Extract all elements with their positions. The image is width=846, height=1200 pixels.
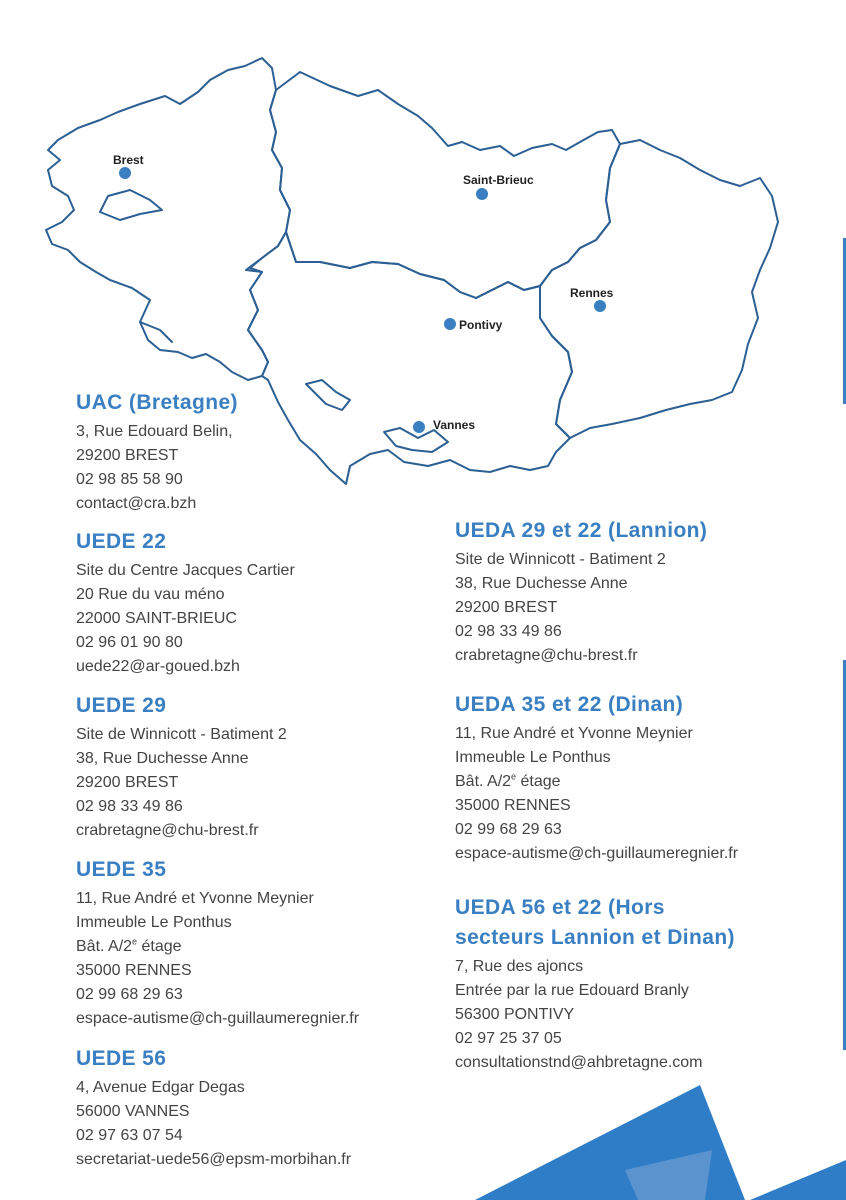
postal-city: 56000 VANNES — [76, 1103, 190, 1120]
email-link[interactable]: contact@cra.bzh — [76, 495, 197, 512]
address-line: Site de Winnicott - Batiment 2 — [455, 551, 666, 568]
building-floor-text: Bât. A/2 — [455, 773, 512, 790]
decor-triangle-light — [625, 1150, 712, 1200]
address-line: 3, Rue Edouard Belin, — [76, 423, 233, 440]
phone-number[interactable]: 02 99 68 29 63 — [455, 821, 562, 838]
contact-title: UEDA 29 et 22 (Lannion) — [455, 519, 708, 542]
building-floor — [76, 935, 359, 959]
contact-uede-29 — [76, 691, 287, 843]
address-line: Site du Centre Jacques Cartier — [76, 562, 295, 579]
address-line: Entrée par la rue Edouard Branly — [455, 982, 689, 999]
floor-ordinal-suffix: e — [132, 936, 138, 947]
email-link[interactable]: secretariat-uede56@epsm-morbihan.fr — [76, 1151, 352, 1168]
floor-word: étage — [137, 938, 182, 955]
region-morbihan — [246, 232, 572, 484]
contact-title: UEDE 22 — [76, 530, 167, 553]
postal-city: 29200 BREST — [76, 447, 179, 464]
region-finistere — [46, 58, 290, 380]
bay-brest — [100, 190, 162, 220]
contact-ueda-35-22-dinan — [455, 690, 738, 866]
contact-title: UEDA 35 et 22 (Dinan) — [455, 693, 684, 716]
contact-title: UEDE 29 — [76, 694, 167, 717]
contact-title — [455, 893, 735, 953]
city-dot-vannes — [413, 421, 425, 433]
city-label-brest: Brest — [113, 153, 144, 167]
building-floor — [455, 770, 738, 794]
address-line: 20 Rue du vau méno — [76, 586, 225, 603]
contact-title-line2: secteurs Lannion et Dinan) — [455, 926, 735, 949]
phone-number[interactable]: 02 99 68 29 63 — [76, 986, 183, 1003]
address-line: 4, Avenue Edgar Degas — [76, 1079, 245, 1096]
contact-title: UAC (Bretagne) — [76, 391, 238, 414]
contact-title: UEDE 56 — [76, 1047, 167, 1070]
contact-uede-35 — [76, 855, 359, 1031]
email-link[interactable]: crabretagne@chu-brest.fr — [455, 647, 638, 664]
postal-city: 35000 RENNES — [76, 962, 192, 979]
email-link[interactable]: espace-autisme@ch-guillaumeregnier.fr — [76, 1010, 360, 1027]
city-label-vannes: Vannes — [433, 418, 476, 432]
address-line: 11, Rue André et Yvonne Meynier — [455, 725, 693, 742]
address-line: 11, Rue André et Yvonne Meynier — [76, 890, 314, 907]
ria-etel — [306, 380, 350, 410]
contact-title-line1: UEDA 56 et 22 (Hors — [455, 896, 665, 919]
address-line: Site de Winnicott - Batiment 2 — [76, 726, 287, 743]
city-label-rennes: Rennes — [570, 286, 614, 300]
postal-city: 29200 BREST — [455, 599, 558, 616]
region-cotes-darmor — [270, 72, 620, 298]
postal-city: 56300 PONTIVY — [455, 1006, 575, 1023]
city-label-saint-brieuc: Saint-Brieuc — [463, 173, 534, 187]
city-dot-rennes — [594, 300, 606, 312]
email-link[interactable]: consultationstnd@ahbretagne.com — [455, 1054, 703, 1071]
contact-title: UEDE 35 — [76, 858, 167, 881]
floor-ordinal-suffix: e — [511, 771, 517, 782]
contact-ueda-56-22-hors-secteurs — [455, 893, 735, 1075]
contact-uede-56 — [76, 1044, 351, 1172]
address-line: 38, Rue Duchesse Anne — [76, 750, 249, 767]
email-link[interactable]: crabretagne@chu-brest.fr — [76, 822, 259, 839]
postal-city: 22000 SAINT-BRIEUC — [76, 610, 237, 627]
contact-uac-bretagne — [76, 388, 238, 516]
email-link[interactable]: espace-autisme@ch-guillaumeregnier.fr — [455, 845, 739, 862]
address-line: 7, Rue des ajoncs — [455, 958, 584, 975]
contact-uede-22 — [76, 527, 295, 679]
decor-triangle-dark — [475, 1085, 745, 1200]
phone-number[interactable]: 02 98 33 49 86 — [76, 798, 183, 815]
floor-word: étage — [516, 773, 561, 790]
city-dot-saint-brieuc — [476, 188, 488, 200]
phone-number[interactable]: 02 97 25 37 05 — [455, 1030, 562, 1047]
address-line: 38, Rue Duchesse Anne — [455, 575, 628, 592]
phone-number[interactable]: 02 97 63 07 54 — [76, 1127, 183, 1144]
city-dot-brest — [119, 167, 131, 179]
phone-number[interactable]: 02 98 33 49 86 — [455, 623, 562, 640]
building-floor-text: Bât. A/2 — [76, 938, 133, 955]
city-label-pontivy: Pontivy — [459, 318, 503, 332]
city-dot-pontivy — [444, 318, 456, 330]
phone-number[interactable]: 02 96 01 90 80 — [76, 634, 183, 651]
postal-city: 29200 BREST — [76, 774, 179, 791]
building-name: Immeuble Le Ponthus — [455, 749, 611, 766]
phone-number[interactable]: 02 98 85 58 90 — [76, 471, 183, 488]
postal-city: 35000 RENNES — [455, 797, 571, 814]
building-name: Immeuble Le Ponthus — [76, 914, 232, 931]
contact-ueda-29-22-lannion — [455, 516, 707, 668]
decor-corner-shape — [750, 1160, 846, 1200]
email-link[interactable]: uede22@ar-goued.bzh — [76, 658, 240, 675]
